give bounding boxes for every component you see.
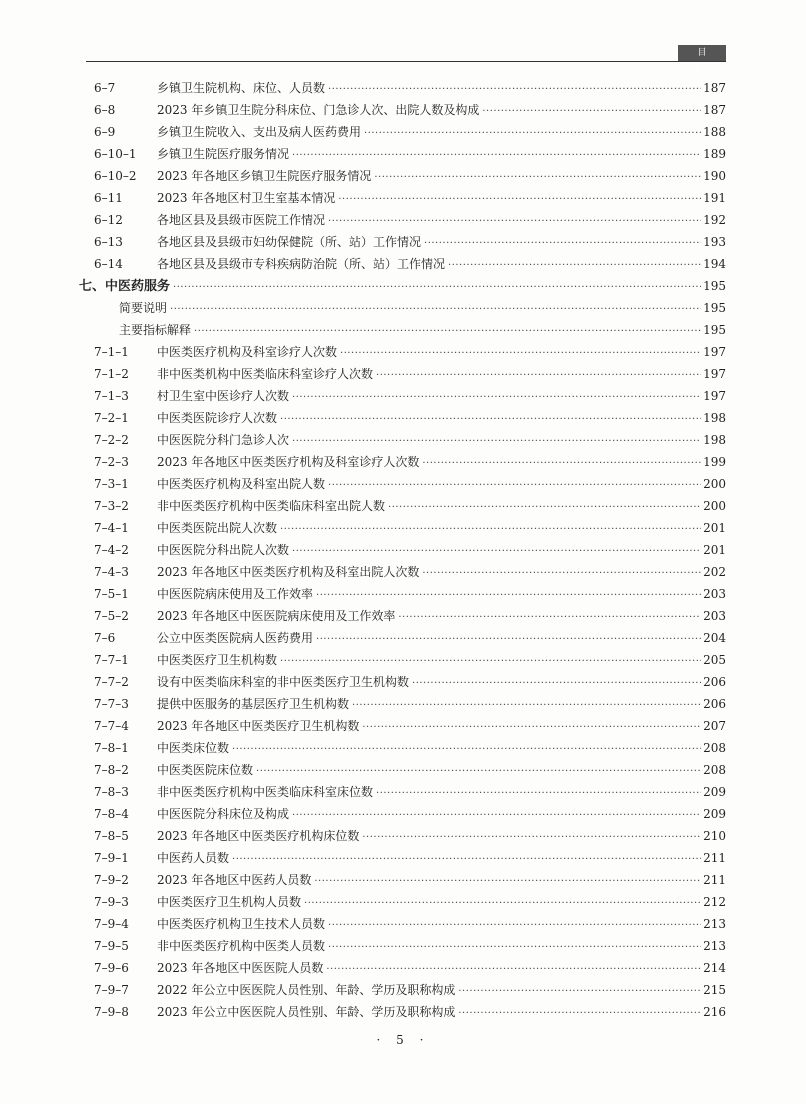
toc-entry[interactable]	[0, 473, 806, 495]
toc-entry-page: 200	[703, 477, 726, 491]
toc-entry-page: 214	[703, 961, 726, 975]
toc-entry-title: 中医类医院诊疗人次数	[157, 411, 278, 425]
toc-entry-page: 193	[703, 235, 726, 249]
toc-dot-leader	[232, 739, 701, 761]
toc-dot-leader	[422, 453, 701, 475]
toc-entry[interactable]	[0, 407, 806, 429]
toc-entry-title: 中医类床位数	[157, 741, 230, 755]
toc-entry[interactable]	[0, 671, 806, 693]
toc-entry-line	[157, 869, 726, 893]
toc-entry-number: 7–5–2	[94, 609, 129, 623]
toc-dot-leader	[292, 387, 701, 409]
toc-entry[interactable]	[0, 231, 806, 253]
toc-entry[interactable]	[0, 627, 806, 649]
toc-dot-leader	[232, 849, 701, 871]
toc-entry-page: 216	[703, 1005, 726, 1019]
toc-entry-line	[119, 319, 726, 343]
toc-dot-leader	[482, 101, 701, 123]
toc-entry-page: 201	[703, 521, 726, 535]
toc-entry-line	[157, 517, 726, 541]
toc-entry[interactable]	[0, 539, 806, 561]
toc-entry-title: 公立中医类医院病人医药费用	[157, 631, 314, 645]
toc-dot-leader	[398, 607, 701, 629]
toc-entry-number: 7–8–5	[94, 829, 129, 843]
toc-dot-leader	[376, 783, 701, 805]
toc-entry-page: 213	[703, 917, 726, 931]
toc-dot-leader	[170, 299, 701, 321]
toc-entry-title: 2023 年各地区村卫生室基本情况	[157, 191, 336, 205]
toc-dot-leader	[173, 277, 701, 299]
toc-entry-line	[157, 363, 726, 387]
toc-entry[interactable]	[0, 121, 806, 143]
toc-dot-leader	[328, 915, 701, 937]
toc-dot-leader	[256, 761, 701, 783]
toc-entry-title: 乡镇卫生院医疗服务情况	[157, 147, 290, 161]
toc-entry[interactable]	[0, 847, 806, 869]
toc-entry-page: 210	[703, 829, 726, 843]
toc-entry-page: 192	[703, 213, 726, 227]
toc-entry-page: 191	[703, 191, 726, 205]
toc-entry[interactable]	[0, 451, 806, 473]
toc-entry-number: 7–1–3	[94, 389, 129, 403]
toc-dot-leader	[314, 871, 701, 893]
toc-entry-line	[157, 539, 726, 563]
toc-dot-leader	[424, 233, 701, 255]
toc-entry-page: 203	[703, 609, 726, 623]
toc-entry[interactable]	[0, 165, 806, 187]
toc-entry-line	[157, 209, 726, 233]
toc-entry-number: 7–8–1	[94, 741, 129, 755]
toc-dot-leader	[376, 365, 701, 387]
toc-dot-leader	[340, 343, 701, 365]
toc-entry-line	[157, 605, 726, 629]
toc-entry-page: 197	[703, 345, 726, 359]
toc-entry[interactable]	[0, 979, 806, 1001]
toc-entry-number: 7–5–1	[94, 587, 129, 601]
toc-entry[interactable]	[0, 935, 806, 957]
toc-dot-leader	[328, 79, 701, 101]
toc-entry-line	[157, 429, 726, 453]
toc-entry-page: 213	[703, 939, 726, 953]
toc-entry-title: 主要指标解释	[119, 323, 192, 337]
toc-entry-page: 211	[703, 873, 726, 887]
toc-entry-page: 209	[703, 807, 726, 821]
toc-entry[interactable]	[0, 869, 806, 891]
toc-dot-leader	[412, 673, 701, 695]
toc-entry-title: 各地区县及县级市专科疾病防治院（所、站）工作情况	[157, 257, 446, 271]
toc-entry-page: 197	[703, 367, 726, 381]
toc-entry[interactable]	[0, 495, 806, 517]
toc-entry-line	[157, 715, 726, 739]
toc-entry-number: 7–2–1	[94, 411, 129, 425]
toc-entry-page: 195	[703, 323, 726, 337]
toc-entry-title: 非中医类机构中医类临床科室诊疗人次数	[157, 367, 374, 381]
toc-entry-page: 208	[703, 763, 726, 777]
toc-dot-leader	[316, 629, 701, 651]
toc-entry-title: 中医类医院出院人次数	[157, 521, 278, 535]
toc-entry-page: 202	[703, 565, 726, 579]
toc-entry-title: 简要说明	[119, 301, 168, 315]
toc-entry-line	[157, 143, 726, 167]
toc-dot-leader	[422, 563, 701, 585]
toc-entry-line	[157, 121, 726, 145]
toc-entry-line	[157, 385, 726, 409]
toc-entry-page: 190	[703, 169, 726, 183]
toc-entry-line	[157, 253, 726, 277]
toc-entry-number: 7–9–4	[94, 917, 129, 931]
toc-entry-title: 中医类医院床位数	[157, 763, 254, 777]
toc-entry-page: 198	[703, 433, 726, 447]
toc-entry[interactable]	[0, 209, 806, 231]
toc-entry[interactable]	[0, 319, 806, 341]
toc-entry-page: 211	[703, 851, 726, 865]
toc-entry-page: 212	[703, 895, 726, 909]
toc-entry-number: 6–8	[94, 103, 116, 117]
toc-dot-leader	[352, 695, 701, 717]
toc-entry-line	[157, 737, 726, 761]
toc-entry-line	[157, 803, 726, 827]
toc-entry-line	[157, 671, 726, 695]
toc-entry[interactable]	[0, 363, 806, 385]
toc-entry-page: 187	[703, 103, 726, 117]
toc-entry-number: 6–7	[94, 81, 116, 95]
toc-entry-line	[157, 583, 726, 607]
toc-entry-title: 非中医类医疗机构中医类人员数	[157, 939, 326, 953]
toc-entry-line	[157, 759, 726, 783]
toc-entry-line	[157, 781, 726, 805]
toc-entry-number: 7–7–4	[94, 719, 129, 733]
toc-entry[interactable]	[0, 297, 806, 319]
toc-entry[interactable]	[0, 737, 806, 759]
toc-entry-line	[157, 165, 726, 189]
toc-entry-page: 198	[703, 411, 726, 425]
toc-entry-number: 7–9–8	[94, 1005, 129, 1019]
toc-dot-leader	[388, 497, 701, 519]
toc-entry-number: 7–4–1	[94, 521, 129, 535]
toc-dot-leader	[304, 893, 701, 915]
toc-entry[interactable]	[0, 99, 806, 121]
toc-entry-title: 中医药人员数	[157, 851, 230, 865]
toc-entry-title: 2023 年各地区乡镇卫生院医疗服务情况	[157, 169, 372, 183]
toc-entry-page: 197	[703, 389, 726, 403]
toc-entry-title: 中医医院分科出院人次数	[157, 543, 290, 557]
toc-entry-title: 2023 年公立中医医院人员性别、年龄、学历及职称构成	[157, 1005, 456, 1019]
toc-entry-line	[157, 847, 726, 871]
toc-entry[interactable]	[0, 649, 806, 671]
toc-entry[interactable]	[0, 77, 806, 99]
toc-entry-line	[157, 825, 726, 849]
toc-entry-number: 7–9–6	[94, 961, 129, 975]
toc-entry[interactable]	[0, 583, 806, 605]
toc-entry-title: 2022 年公立中医医院人员性别、年龄、学历及职称构成	[157, 983, 456, 997]
toc-dot-leader	[292, 541, 701, 563]
section-header-tab: 目 录	[678, 45, 726, 61]
toc-entry-line	[157, 693, 726, 717]
toc-entry-page: 206	[703, 675, 726, 689]
toc-entry-page: 204	[703, 631, 726, 645]
toc-entry-number: 7–7–3	[94, 697, 129, 711]
toc-entry-page: 201	[703, 543, 726, 557]
toc-dot-leader	[316, 585, 701, 607]
toc-entry-line	[157, 473, 726, 497]
toc-entry-title: 乡镇卫生院机构、床位、人员数	[157, 81, 326, 95]
toc-entry-number: 7–9–3	[94, 895, 129, 909]
toc-entry-title: 中医类医疗机构卫生技术人员数	[157, 917, 326, 931]
toc-entry[interactable]	[0, 1001, 806, 1023]
toc-entry-number: 7–4–2	[94, 543, 129, 557]
header-divider	[86, 61, 726, 62]
toc-entry-title: 中医医院病床使用及工作效率	[157, 587, 314, 601]
toc-entry-title: 各地区县及县级市妇幼保健院（所、站）工作情况	[157, 235, 422, 249]
toc-entry-title: 中医类医疗卫生机构数	[157, 653, 278, 667]
toc-entry-title: 村卫生室中医诊疗人次数	[157, 389, 290, 403]
toc-entry[interactable]	[0, 715, 806, 737]
toc-entry-page: 206	[703, 697, 726, 711]
toc-entry-title: 2023 年各地区中医药人员数	[157, 873, 312, 887]
toc-entry-line	[157, 77, 726, 101]
toc-entry-number: 7–9–1	[94, 851, 129, 865]
toc-entry-number: 6–13	[94, 235, 123, 249]
toc-dot-leader	[280, 651, 701, 673]
toc-entry-page: 205	[703, 653, 726, 667]
toc-entry[interactable]	[0, 891, 806, 913]
toc-dot-leader	[280, 409, 701, 431]
toc-dot-leader	[292, 145, 701, 167]
toc-entry-line	[157, 99, 726, 123]
toc-dot-leader	[292, 431, 701, 453]
toc-entry[interactable]	[0, 385, 806, 407]
toc-entry[interactable]	[0, 957, 806, 979]
toc-entry[interactable]	[0, 341, 806, 363]
toc-entry[interactable]	[0, 429, 806, 451]
toc-entry-title: 2023 年各地区中医类医疗卫生机构数	[157, 719, 360, 733]
toc-entry[interactable]	[0, 187, 806, 209]
toc-entry-number: 7–2–2	[94, 433, 129, 447]
toc-entry[interactable]	[0, 517, 806, 539]
toc-entry-line	[157, 957, 726, 981]
toc-entry-number: 7–9–7	[94, 983, 129, 997]
toc-entry-line	[157, 407, 726, 431]
toc-entry-line	[157, 231, 726, 255]
toc-entry-number: 7–6	[94, 631, 116, 645]
toc-entry[interactable]	[0, 759, 806, 781]
toc-entry-title: 中医类医疗机构及科室诊疗人次数	[157, 345, 338, 359]
toc-entry-page: 207	[703, 719, 726, 733]
toc-entry-number: 6–14	[94, 257, 123, 271]
toc-entry-line	[157, 561, 726, 585]
toc-entry[interactable]	[0, 693, 806, 715]
toc-entry-title: 提供中医服务的基层医疗卫生机构数	[157, 697, 350, 711]
toc-entry-page: 195	[703, 301, 726, 315]
toc-entry-title: 中医类医疗机构及科室出院人数	[157, 477, 326, 491]
toc-dot-leader	[338, 189, 701, 211]
toc-entry[interactable]	[0, 253, 806, 275]
toc-entry-title: 中医医院分科床位及构成	[157, 807, 290, 821]
toc-dot-leader	[326, 959, 701, 981]
toc-entry[interactable]	[0, 913, 806, 935]
toc-dot-leader	[364, 123, 701, 145]
toc-entry-page: 199	[703, 455, 726, 469]
toc-dot-leader	[194, 321, 701, 343]
toc-dot-leader	[448, 255, 701, 277]
toc-dot-leader	[292, 805, 701, 827]
toc-entry-title: 中医医院分科门急诊人次	[157, 433, 290, 447]
toc-dot-leader	[458, 981, 701, 1003]
toc-dot-leader	[328, 211, 701, 233]
toc-entry-number: 7–7–2	[94, 675, 129, 689]
toc-entry-number: 7–8–3	[94, 785, 129, 799]
toc-entry-number: 6–10–2	[94, 169, 137, 183]
toc-entry-line	[157, 187, 726, 211]
toc-entry-line	[157, 649, 726, 673]
toc-dot-leader	[362, 717, 701, 739]
toc-entry-number: 7–9–2	[94, 873, 129, 887]
toc-entry-title: 非中医类医疗机构中医类临床科室床位数	[157, 785, 374, 799]
toc-entry-number: 7–9–5	[94, 939, 129, 953]
toc-entry-title: 2023 年各地区中医医院人员数	[157, 961, 324, 975]
toc-entry-number: 6–9	[94, 125, 116, 139]
toc-entry-title: 非中医类医疗机构中医类临床科室出院人数	[157, 499, 386, 513]
toc-entry-number: 7–2–3	[94, 455, 129, 469]
toc-dot-leader	[328, 937, 701, 959]
toc-entry-line	[79, 275, 726, 299]
toc-entry-page: 200	[703, 499, 726, 513]
toc-entry[interactable]	[0, 825, 806, 847]
toc-entry-line	[119, 297, 726, 321]
toc-section-heading[interactable]	[0, 275, 806, 297]
toc-dot-leader	[328, 475, 701, 497]
toc-entry-line	[157, 341, 726, 365]
toc-entry-title: 2023 年各地区中医类医疗机构及科室诊疗人次数	[157, 455, 420, 469]
toc-entry-title: 乡镇卫生院收入、支出及病人医药费用	[157, 125, 362, 139]
toc-dot-leader	[280, 519, 701, 541]
toc-entry-title: 设有中医类临床科室的非中医类医疗卫生机构数	[157, 675, 410, 689]
toc-entry-title: 2023 年各地区中医类医疗机构及科室出院人次数	[157, 565, 420, 579]
toc-entry[interactable]	[0, 143, 806, 165]
page-number: · 5 ·	[376, 1033, 430, 1047]
toc-entry-line	[157, 451, 726, 475]
toc-entry-line	[157, 1001, 726, 1025]
toc-entry-number: 7–1–2	[94, 367, 129, 381]
toc-entry-number: 7–8–4	[94, 807, 129, 821]
toc-entry-page: 194	[703, 257, 726, 271]
toc-entry-page: 188	[703, 125, 726, 139]
toc-entry-line	[157, 935, 726, 959]
toc-entry-page: 209	[703, 785, 726, 799]
toc-entry[interactable]	[0, 561, 806, 583]
toc-entry-title: 2023 年乡镇卫生院分科床位、门急诊人次、出院人数及构成	[157, 103, 480, 117]
toc-dot-leader	[374, 167, 701, 189]
toc-entry-number: 7–4–3	[94, 565, 129, 579]
toc-entry[interactable]	[0, 605, 806, 627]
toc-entry[interactable]	[0, 803, 806, 825]
toc-entry-page: 187	[703, 81, 726, 95]
toc-dot-leader	[458, 1003, 701, 1025]
toc-entry-number: 6–10–1	[94, 147, 137, 161]
toc-entry-page: 208	[703, 741, 726, 755]
toc-entry[interactable]	[0, 781, 806, 803]
toc-entry-number: 7–1–1	[94, 345, 129, 359]
toc-entry-number: 7–7–1	[94, 653, 129, 667]
toc-entry-title: 2023 年各地区中医医院病床使用及工作效率	[157, 609, 396, 623]
toc-entry-line	[157, 979, 726, 1003]
toc-dot-leader	[362, 827, 701, 849]
toc-entry-line	[157, 495, 726, 519]
toc-entry-number: 6–12	[94, 213, 123, 227]
toc-entry-title: 中医类医疗卫生机构人员数	[157, 895, 302, 909]
toc-entry-number: 7–3–2	[94, 499, 129, 513]
toc-entry-line	[157, 891, 726, 915]
toc-entry-number: 7–8–2	[94, 763, 129, 777]
toc-entry-number: 6–11	[94, 191, 123, 205]
toc-entry-line	[157, 913, 726, 937]
toc-entry-title: 2023 年各地区中医类医疗机构床位数	[157, 829, 360, 843]
toc-entry-title: 七、中医药服务	[79, 279, 171, 294]
toc-entry-line	[157, 627, 726, 651]
toc-entry-title: 各地区县及县级市医院工作情况	[157, 213, 326, 227]
toc-entry-page: 195	[703, 279, 726, 293]
toc-entry-page: 203	[703, 587, 726, 601]
toc-entry-page: 215	[703, 983, 726, 997]
toc-entry-page: 189	[703, 147, 726, 161]
toc-entry-number: 7–3–1	[94, 477, 129, 491]
